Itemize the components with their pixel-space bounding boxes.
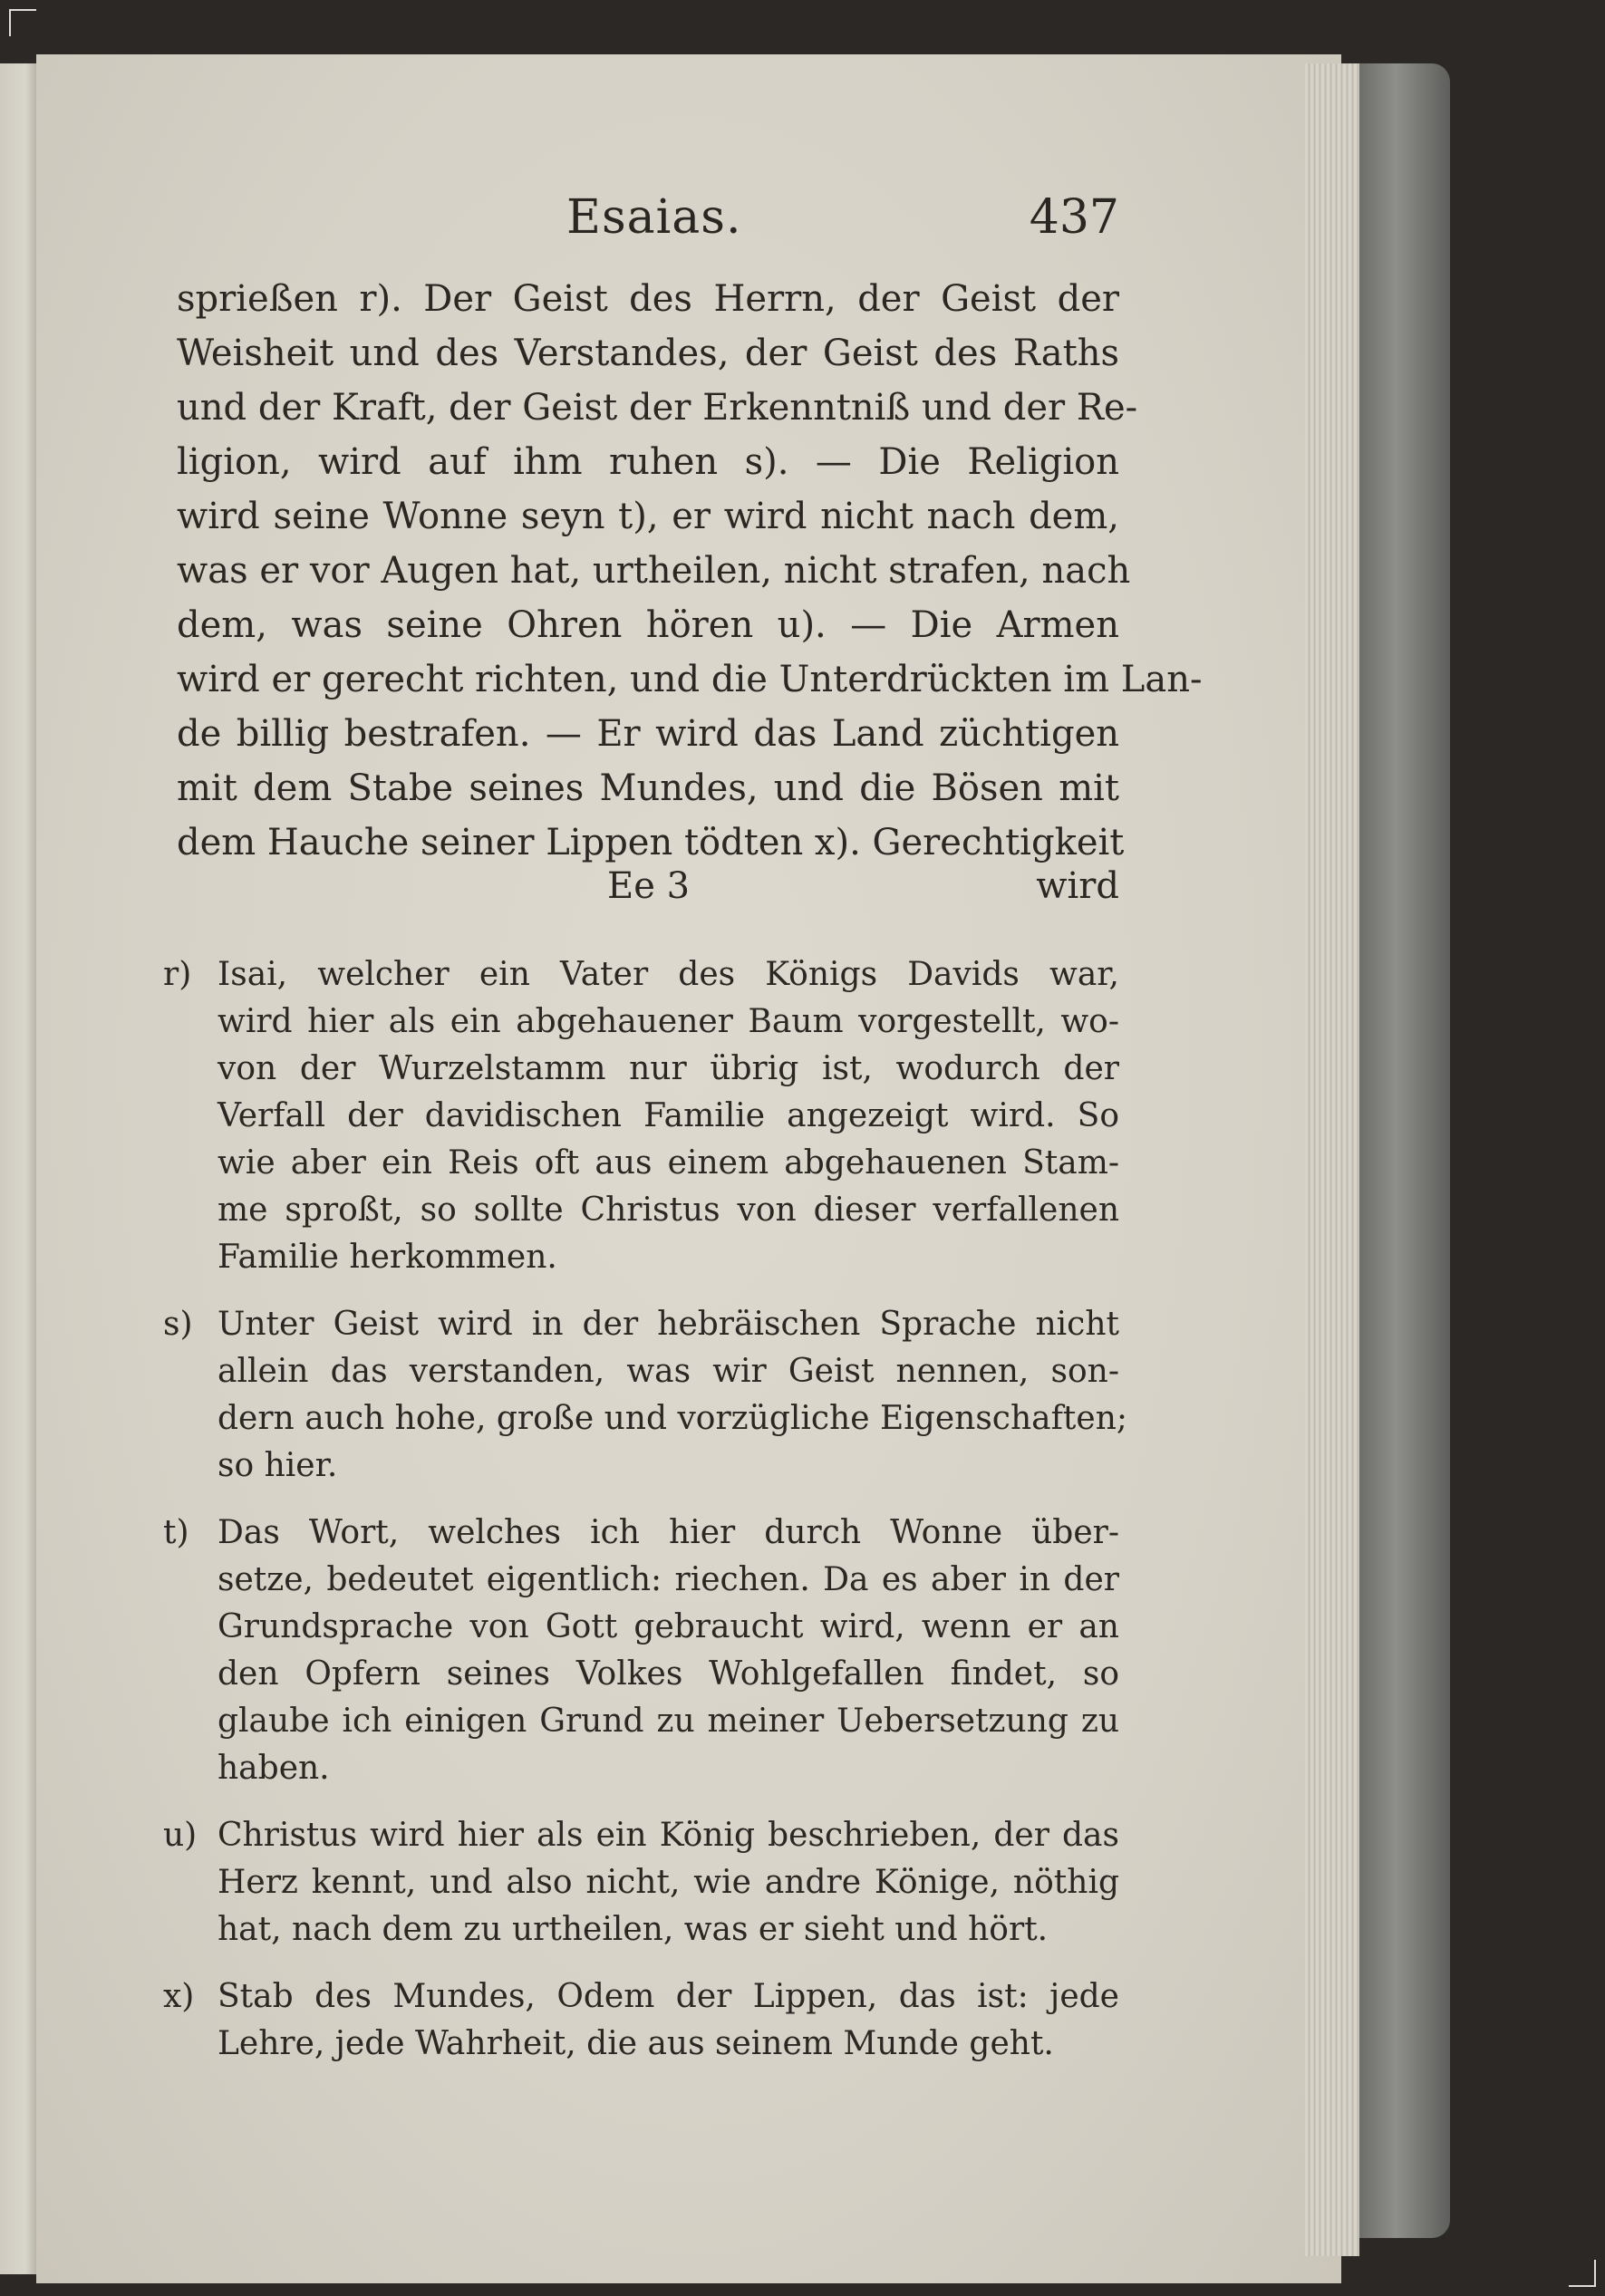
text-line: de billig bestrafen. — Er wird das Land züchtigen [177, 713, 1119, 755]
page-header [177, 190, 1119, 254]
footnote-marker: u) [163, 1817, 198, 1854]
footnote-line: wie aber ein Reis oft aus einem abgehauenen Stam- [218, 1144, 1119, 1182]
footnote-line: glaube ich einigen Grund zu meiner Uebersetzung zu [218, 1703, 1119, 1740]
footnote-line: haben. [218, 1750, 330, 1787]
crop-mark-top-left [9, 9, 36, 36]
footnote-marker: r) [163, 956, 192, 993]
footnote-t [163, 1510, 1119, 1792]
footnote-line: Unter Geist wird in der hebräischen Sprache nicht [218, 1306, 1119, 1343]
footnote-marker: t) [163, 1514, 189, 1551]
footnote-x [163, 1973, 1119, 2068]
footnote-line: Verfall der davidischen Familie angezeigt wird. So [218, 1097, 1119, 1134]
facing-page-edge [0, 63, 36, 2274]
footnote-line: Familie herkommen. [218, 1239, 557, 1276]
text-line: mit dem Stabe seines Mundes, und die Bösen mit [177, 767, 1119, 809]
footnote-marker: s) [163, 1306, 193, 1343]
footnote-line: Das Wort, welches ich hier durch Wonne über- [218, 1514, 1119, 1551]
book-cover-edge [1359, 63, 1450, 2238]
footnote-line: Grundsprache von Gott gebraucht wird, wenn er an [218, 1608, 1119, 1645]
signature-mark: Ee 3 [607, 865, 691, 907]
text-line: wird seine Wonne seyn t), er wird nicht nach dem, [177, 496, 1119, 537]
footnote-line: von der Wurzelstamm nur übrig ist, wodurch der [218, 1050, 1119, 1087]
text-line: und der Kraft, der Geist der Erkenntniß und der Re- [177, 387, 1138, 429]
footnote-line: Herz kennt, und also nicht, wie andre Könige, nöthig [218, 1864, 1119, 1901]
footnote-marker: x) [163, 1978, 195, 2015]
text-line: wird er gerecht richten, und die Unterdrückten im Lan- [177, 659, 1203, 700]
footnote-line: Christus wird hier als ein König beschrieben, der das [218, 1817, 1119, 1854]
running-head: Esaias. [566, 190, 742, 245]
text-line: dem, was seine Ohren hören u). — Die Armen [177, 604, 1119, 646]
footnote-line: Lehre, jede Wahrheit, die aus seinem Munde geht. [218, 2025, 1054, 2062]
text-line: Weisheit und des Verstandes, der Geist des Raths [177, 333, 1119, 374]
footnote-line: wird hier als ein abgehauener Baum vorgestellt, wo- [218, 1003, 1119, 1040]
text-line: dem Hauche seiner Lippen tödten x). Gerechtigkeit [177, 822, 1125, 863]
main-text [177, 272, 1203, 870]
crop-mark-bottom-right [1569, 2260, 1596, 2287]
footnote-r [163, 951, 1119, 1281]
page-block-edges [1305, 63, 1359, 2256]
footnote-line: me sproßt, so sollte Christus von dieser verfallenen [218, 1191, 1119, 1229]
footnote-line: setze, bedeutet eigentlich: riechen. Da es aber in der [218, 1561, 1119, 1598]
footnote-line: Stab des Mundes, Odem der Lippen, das ist: jede [218, 1978, 1119, 2015]
footnote-line: so hier. [218, 1447, 338, 1484]
text-line: ligion, wird auf ihm ruhen s). — Die Religion [177, 441, 1119, 483]
page-number: 437 [1029, 190, 1119, 245]
catchline [177, 865, 1119, 920]
text-line: was er vor Augen hat, urtheilen, nicht strafen, nach [177, 550, 1131, 592]
footnote-line: allein das verstanden, was wir Geist nennen, son- [218, 1353, 1119, 1390]
footnote-s [163, 1301, 1128, 1490]
footnote-line: dern auch hohe, große und vorzügliche Eigenschaften; [218, 1400, 1128, 1437]
footnote-line: Isai, welcher ein Vater des Königs Davids war, [218, 956, 1119, 993]
text-line: sprießen r). Der Geist des Herrn, der Geist der [177, 278, 1119, 320]
footnote-line: den Opfern seines Volkes Wohlgefallen findet, so [218, 1655, 1119, 1693]
catchword: wird [1036, 865, 1119, 907]
footnote-line: hat, nach dem zu urtheilen, was er sieht und hört. [218, 1911, 1049, 1948]
footnotes [163, 951, 1128, 2088]
footnote-u [163, 1812, 1119, 1954]
